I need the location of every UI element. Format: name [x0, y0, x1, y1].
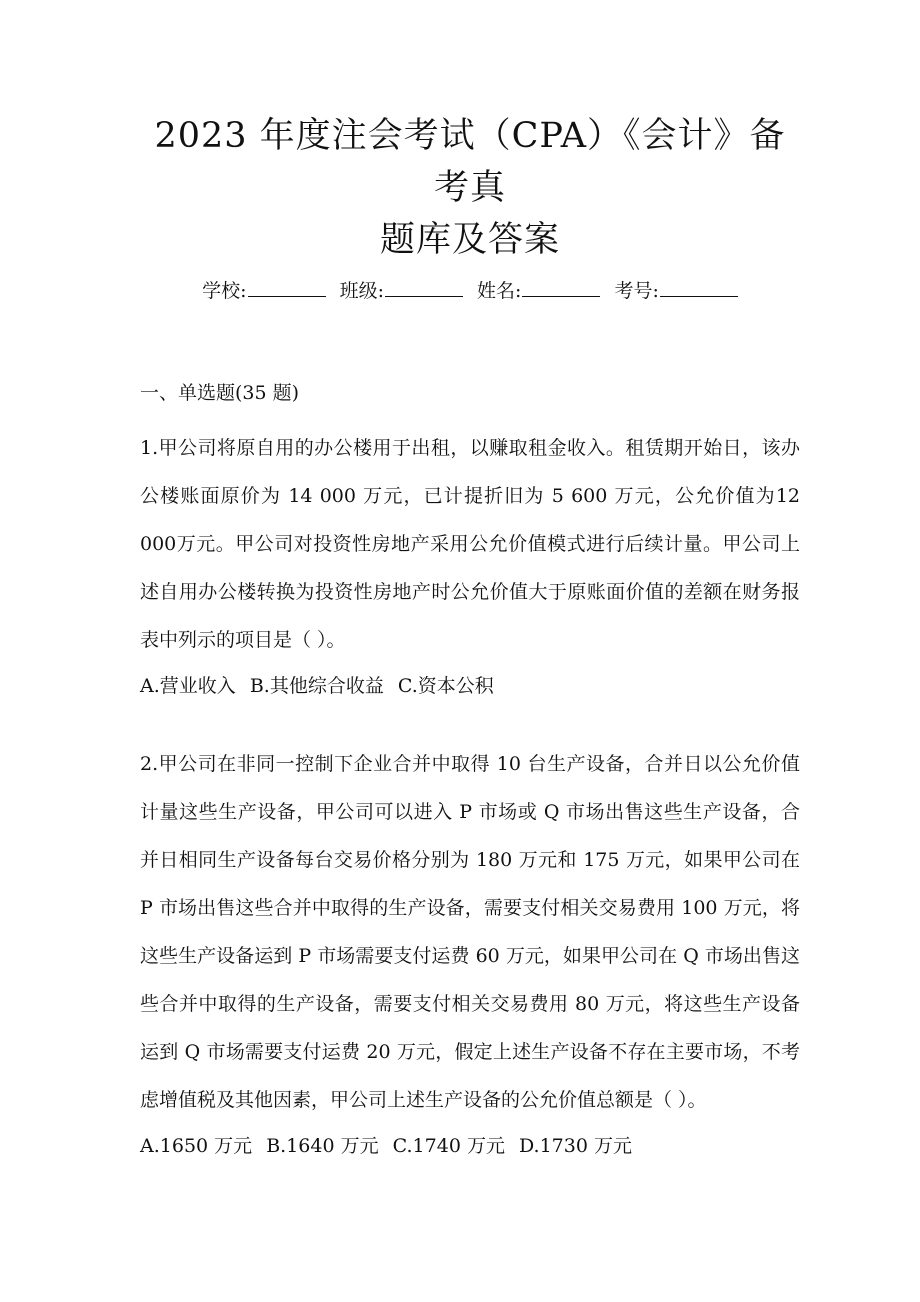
question-2-options	[140, 1126, 800, 1166]
question-2-option-b: B.1640 万元	[266, 1135, 379, 1157]
question-1-option-b: B.其他综合收益	[249, 675, 384, 697]
question-1-option-a: A.营业收入	[140, 675, 236, 697]
title-line-1: 2023 年度注会考试（CPA）《会计》备考真	[154, 116, 786, 208]
name-label: 姓名:	[477, 280, 522, 302]
class-blank	[385, 278, 463, 297]
school-blank	[248, 278, 326, 297]
question-2-option-c: C.1740 万元	[392, 1135, 505, 1157]
document-title	[140, 110, 800, 266]
school-label: 学校:	[202, 280, 247, 302]
title-line-2: 题库及答案	[379, 220, 560, 260]
exam-id-field	[614, 276, 737, 306]
class-label: 班级:	[339, 280, 384, 302]
class-field	[340, 276, 463, 306]
question-2-option-a: A.1650 万元	[140, 1135, 253, 1157]
question-2-text: 2.甲公司在非同一控制下企业合并中取得 10 台生产设备，合并日以公允价值计量这些生产设备，甲公司可以进入 P 市场或 Q 市场出售这些生产设备，合并日相同生产设备每台交易价格分别为 180 万元和 175 万元，如果甲公司在 P 市场出售这些合并中取得的生产设备，需要支付相关交易费用 100 万元，将这些生产设备运到 P 市场需要支付运费 60 万元，如果甲公司在 Q 市场出售这些合并中取得的生产设备，需要支付相关交易费用 80 万元，将这些生产设备运到 Q 市场需要支付运费 20 万元，假定上述生产设备不存在主要市场，不考虑增值税及其他因素，甲公司上述生产设备的公允价值总额是（ ）。	[140, 753, 800, 1111]
question-1	[140, 424, 800, 706]
question-2	[140, 740, 800, 1166]
section-heading: 一、单选题(35 题)	[140, 382, 300, 404]
student-info-line	[140, 276, 800, 306]
question-1-text: 1.甲公司将原自用的办公楼用于出租，以赚取租金收入。租赁期开始日，该办公楼账面原价为 14 000 万元，已计提折旧为 5 600 万元，公允价值为12 000万元。甲公司对投资性房地产采用公允价值模式进行后续计量。甲公司上述自用办公楼转换为投资性房地产时公允价值大于原账面价值的差额在财务报表中列示的项目是（ ）。	[140, 437, 800, 651]
question-2-option-d: D.1730 万元	[519, 1135, 632, 1157]
name-blank	[522, 278, 600, 297]
name-field	[477, 276, 600, 306]
exam-id-label: 考号:	[614, 280, 659, 302]
school-field	[202, 276, 325, 306]
exam-id-blank	[660, 278, 738, 297]
question-1-options	[140, 666, 800, 706]
question-1-option-c: C.资本公积	[397, 675, 494, 697]
